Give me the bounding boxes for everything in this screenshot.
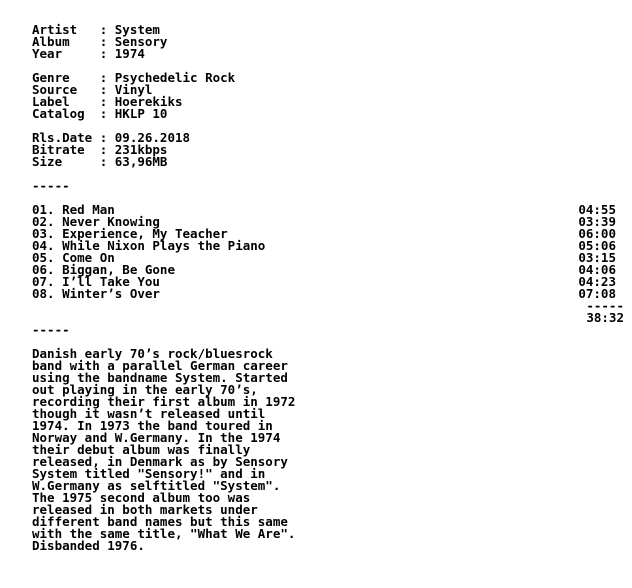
track-title: 07. I’ll Take You bbox=[32, 274, 160, 289]
description-line: Danish early 70’s rock/bluesrock bbox=[32, 346, 273, 361]
catalog-line: Catalog : HKLP 10 bbox=[32, 106, 168, 121]
track-title: 01. Red Man bbox=[32, 202, 115, 217]
track-title: 02. Never Knowing bbox=[32, 214, 160, 229]
description-line: out playing in the early 70’s, bbox=[32, 382, 258, 397]
release-date-line: Rls.Date : 09.26.2018 bbox=[32, 130, 191, 145]
description-line: with the same title, "What We Are". bbox=[32, 526, 296, 541]
total-time: 38:32 bbox=[586, 310, 624, 325]
description-line: different band names but this same bbox=[32, 514, 288, 529]
separator-bottom: ----- bbox=[32, 322, 70, 337]
track-title: 05. Come On bbox=[32, 250, 115, 265]
description-line: band with a parallel German career bbox=[32, 358, 288, 373]
track-duration: 03:15 bbox=[578, 250, 616, 265]
description-line: their debut album was finally bbox=[32, 442, 251, 457]
source-line: Source : Vinyl bbox=[32, 82, 153, 97]
release-info-document bbox=[32, 24, 624, 552]
track-duration: 04:55 bbox=[578, 202, 616, 217]
bitrate-line: Bitrate : 231kbps bbox=[32, 142, 168, 157]
track-duration: 06:00 bbox=[578, 226, 616, 241]
track-row bbox=[32, 288, 616, 300]
genre-line: Genre : Psychedelic Rock bbox=[32, 70, 236, 85]
track-duration: 04:23 bbox=[578, 274, 616, 289]
description-line: though it wasn’t released until bbox=[32, 406, 266, 421]
track-duration: 07:08 bbox=[578, 286, 616, 301]
description-line: using the bandname System. Started bbox=[32, 370, 288, 385]
description-line: recording their first album in 1972 bbox=[32, 394, 296, 409]
track-title: 03. Experience, My Teacher bbox=[32, 226, 228, 241]
track-title: 08. Winter’s Over bbox=[32, 286, 160, 301]
total-rule: ----- bbox=[586, 298, 624, 313]
description-line: W.Germany as selftitled "System". bbox=[32, 478, 281, 493]
description bbox=[32, 348, 624, 552]
year-line: Year : 1974 bbox=[32, 46, 145, 61]
tracklist bbox=[32, 204, 624, 300]
description-line: 1974. In 1973 the band toured in bbox=[32, 418, 273, 433]
separator-top: ----- bbox=[32, 178, 70, 193]
track-duration: 04:06 bbox=[578, 262, 616, 277]
size-line: Size : 63,96MB bbox=[32, 154, 168, 169]
album-line: Album : Sensory bbox=[32, 34, 168, 49]
description-line: Norway and W.Germany. In the 1974 bbox=[32, 430, 281, 445]
description-line: released in both markets under bbox=[32, 502, 258, 517]
track-duration: 05:06 bbox=[578, 238, 616, 253]
label-line: Label : Hoerekiks bbox=[32, 94, 183, 109]
description-line: System titled "Sensory!" and in bbox=[32, 466, 266, 481]
description-line: Disbanded 1976. bbox=[32, 538, 145, 553]
track-row bbox=[32, 240, 616, 252]
track-duration: 03:39 bbox=[578, 214, 616, 229]
description-line: The 1975 second album too was bbox=[32, 490, 251, 505]
track-title: 06. Biggan, Be Gone bbox=[32, 262, 175, 277]
description-line: released, in Denmark as by Sensory bbox=[32, 454, 288, 469]
track-title: 04. While Nixon Plays the Piano bbox=[32, 238, 266, 253]
artist-line: Artist : System bbox=[32, 22, 160, 37]
